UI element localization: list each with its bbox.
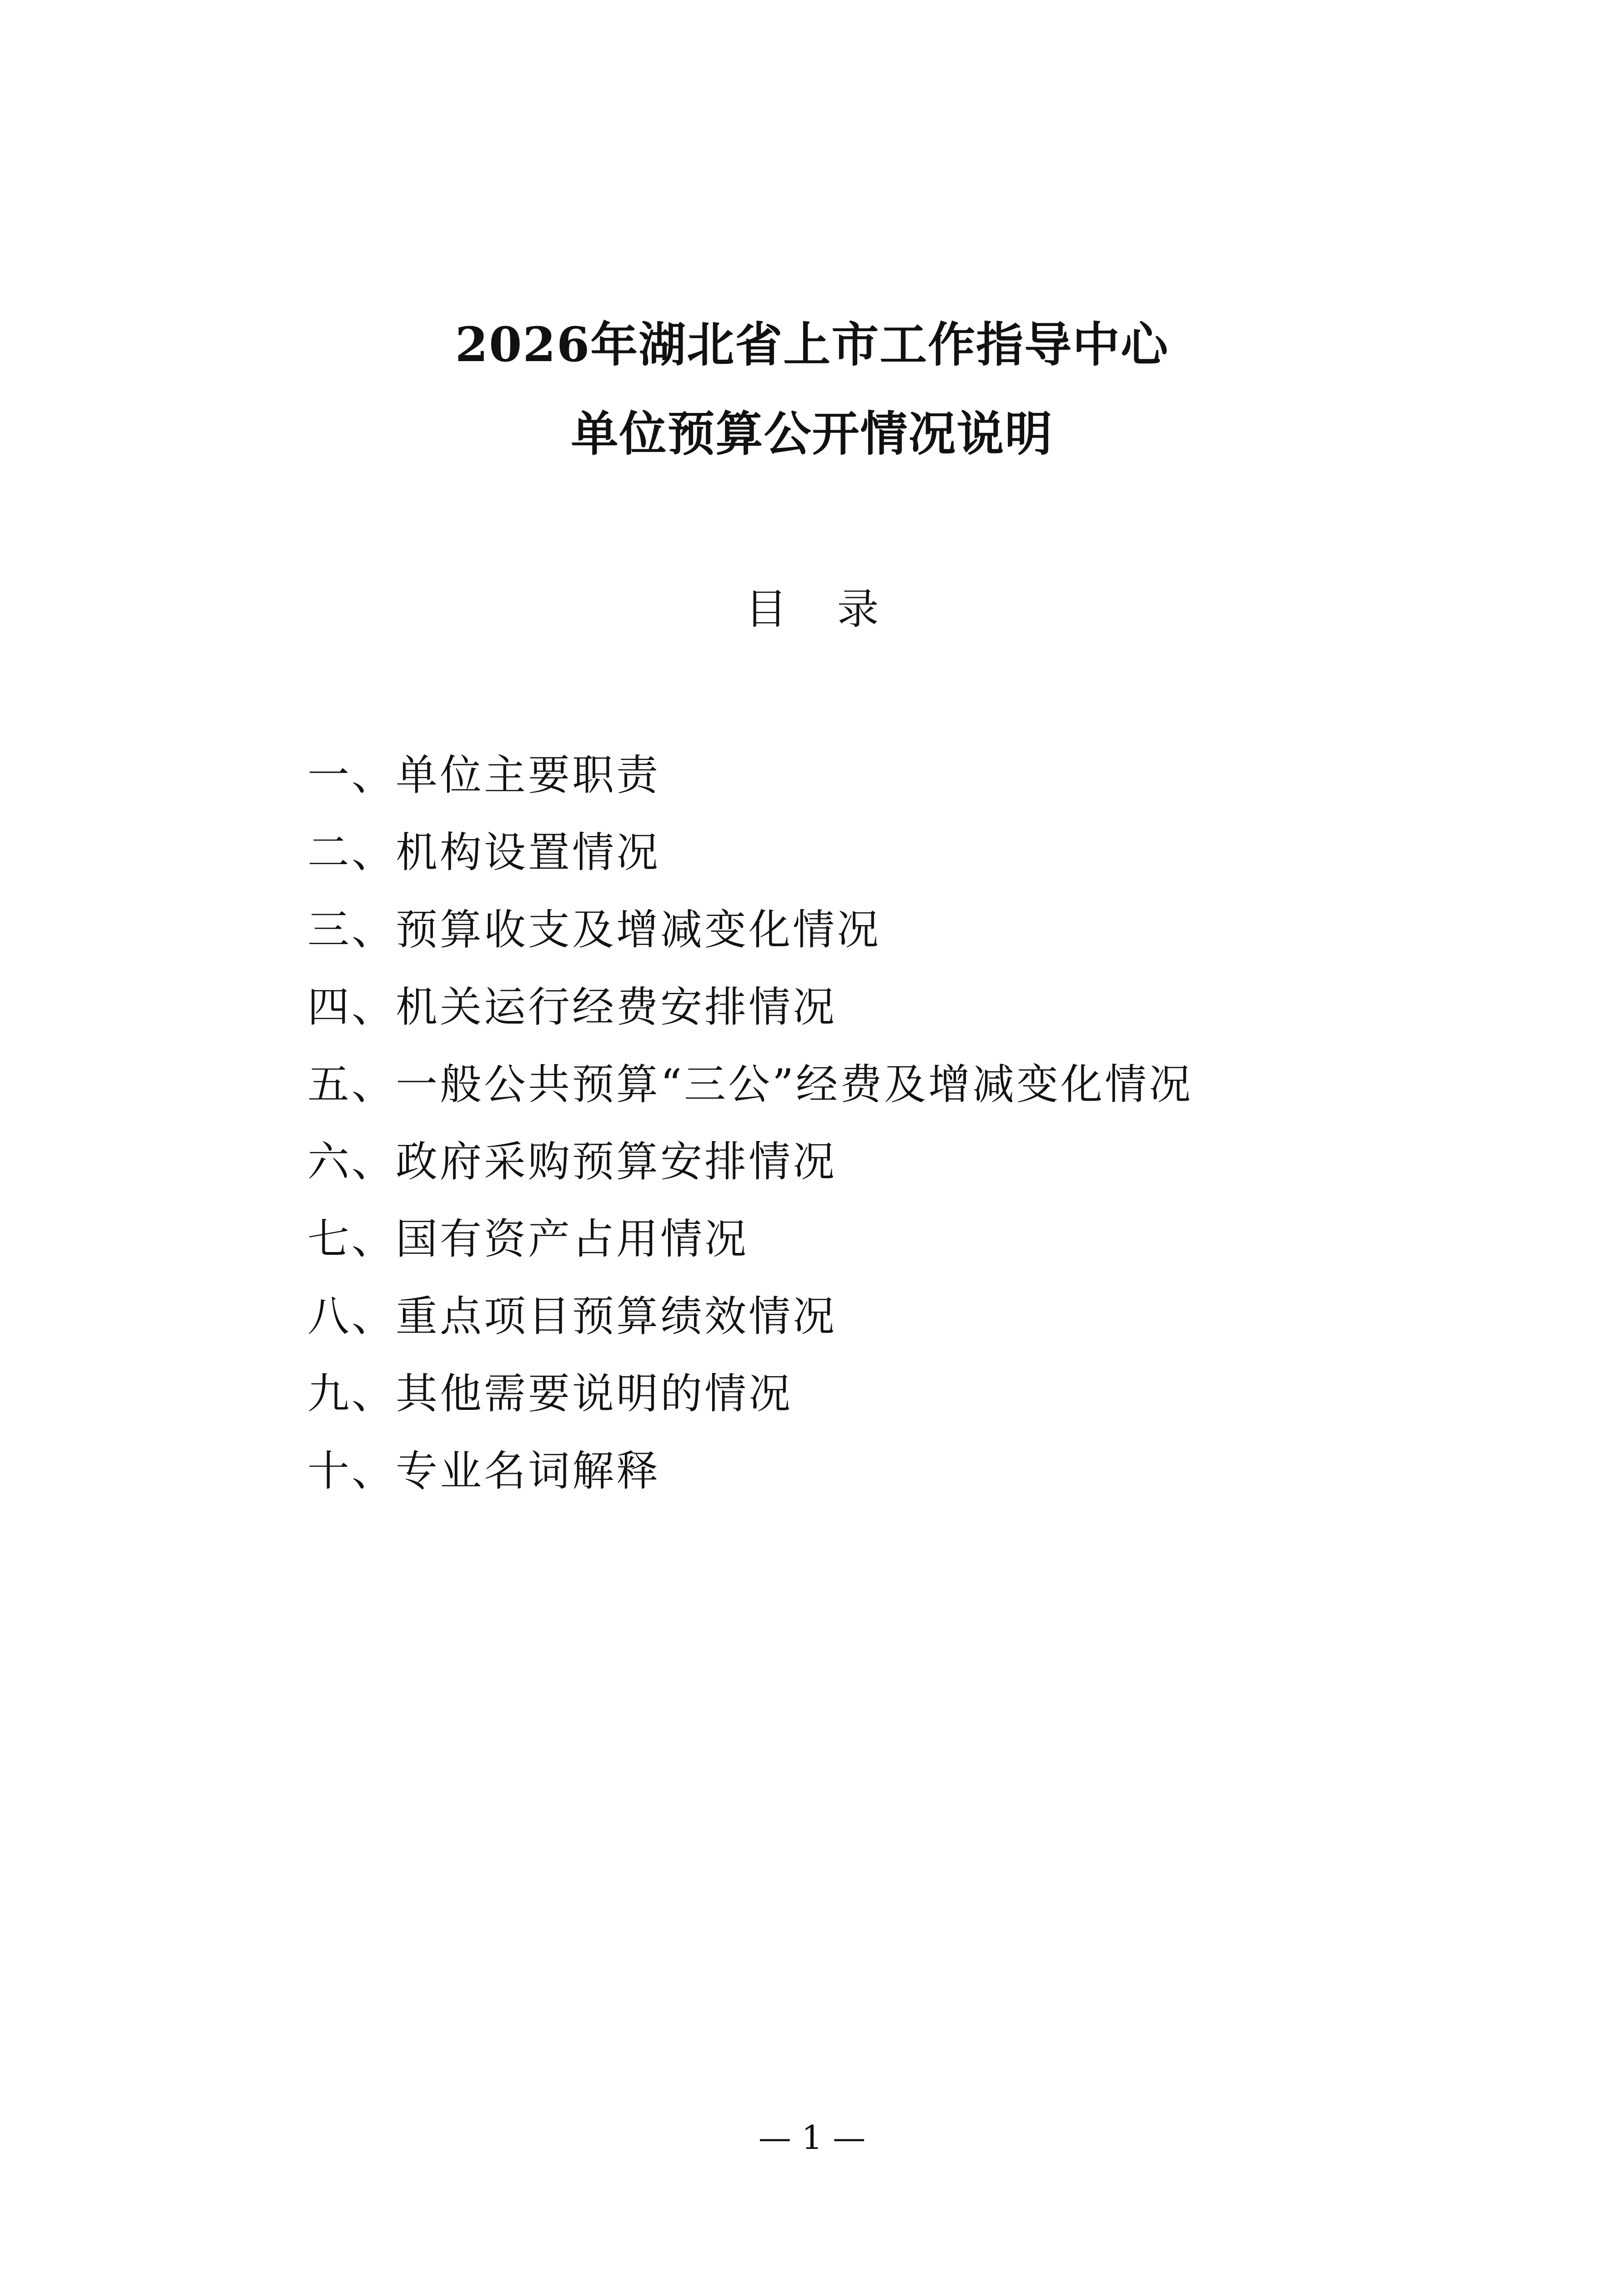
document-title: [0, 300, 1624, 478]
toc-item-6: 六、政府采购预算安排情况: [307, 1137, 837, 1186]
toc-item-9: 九、其他需要说明的情况: [307, 1369, 793, 1418]
toc-item-1: 一、单位主要职责: [307, 751, 661, 800]
toc-item-10: 十、专业名词解释: [307, 1447, 661, 1495]
title-line-2: 单位预算公开情况说明: [571, 406, 1053, 462]
title-line-1: 2026年湖北省上市工作指导中心: [455, 317, 1169, 372]
toc-item-8: 八、重点项目预算绩效情况: [307, 1292, 837, 1341]
table-of-contents: [307, 737, 1193, 1510]
toc-item-3: 三、预算收支及增减变化情况: [307, 906, 881, 954]
toc-item-4: 四、机关运行经费安排情况: [307, 983, 837, 1031]
page-number: — 1 —: [758, 2118, 866, 2157]
toc-item-2: 二、机构设置情况: [307, 828, 661, 877]
toc-heading: 目录: [745, 585, 929, 634]
toc-item-5: 五、一般公共预算“三公”经费及增减变化情况: [307, 1060, 1193, 1109]
toc-item-7: 七、国有资产占用情况: [307, 1215, 749, 1263]
